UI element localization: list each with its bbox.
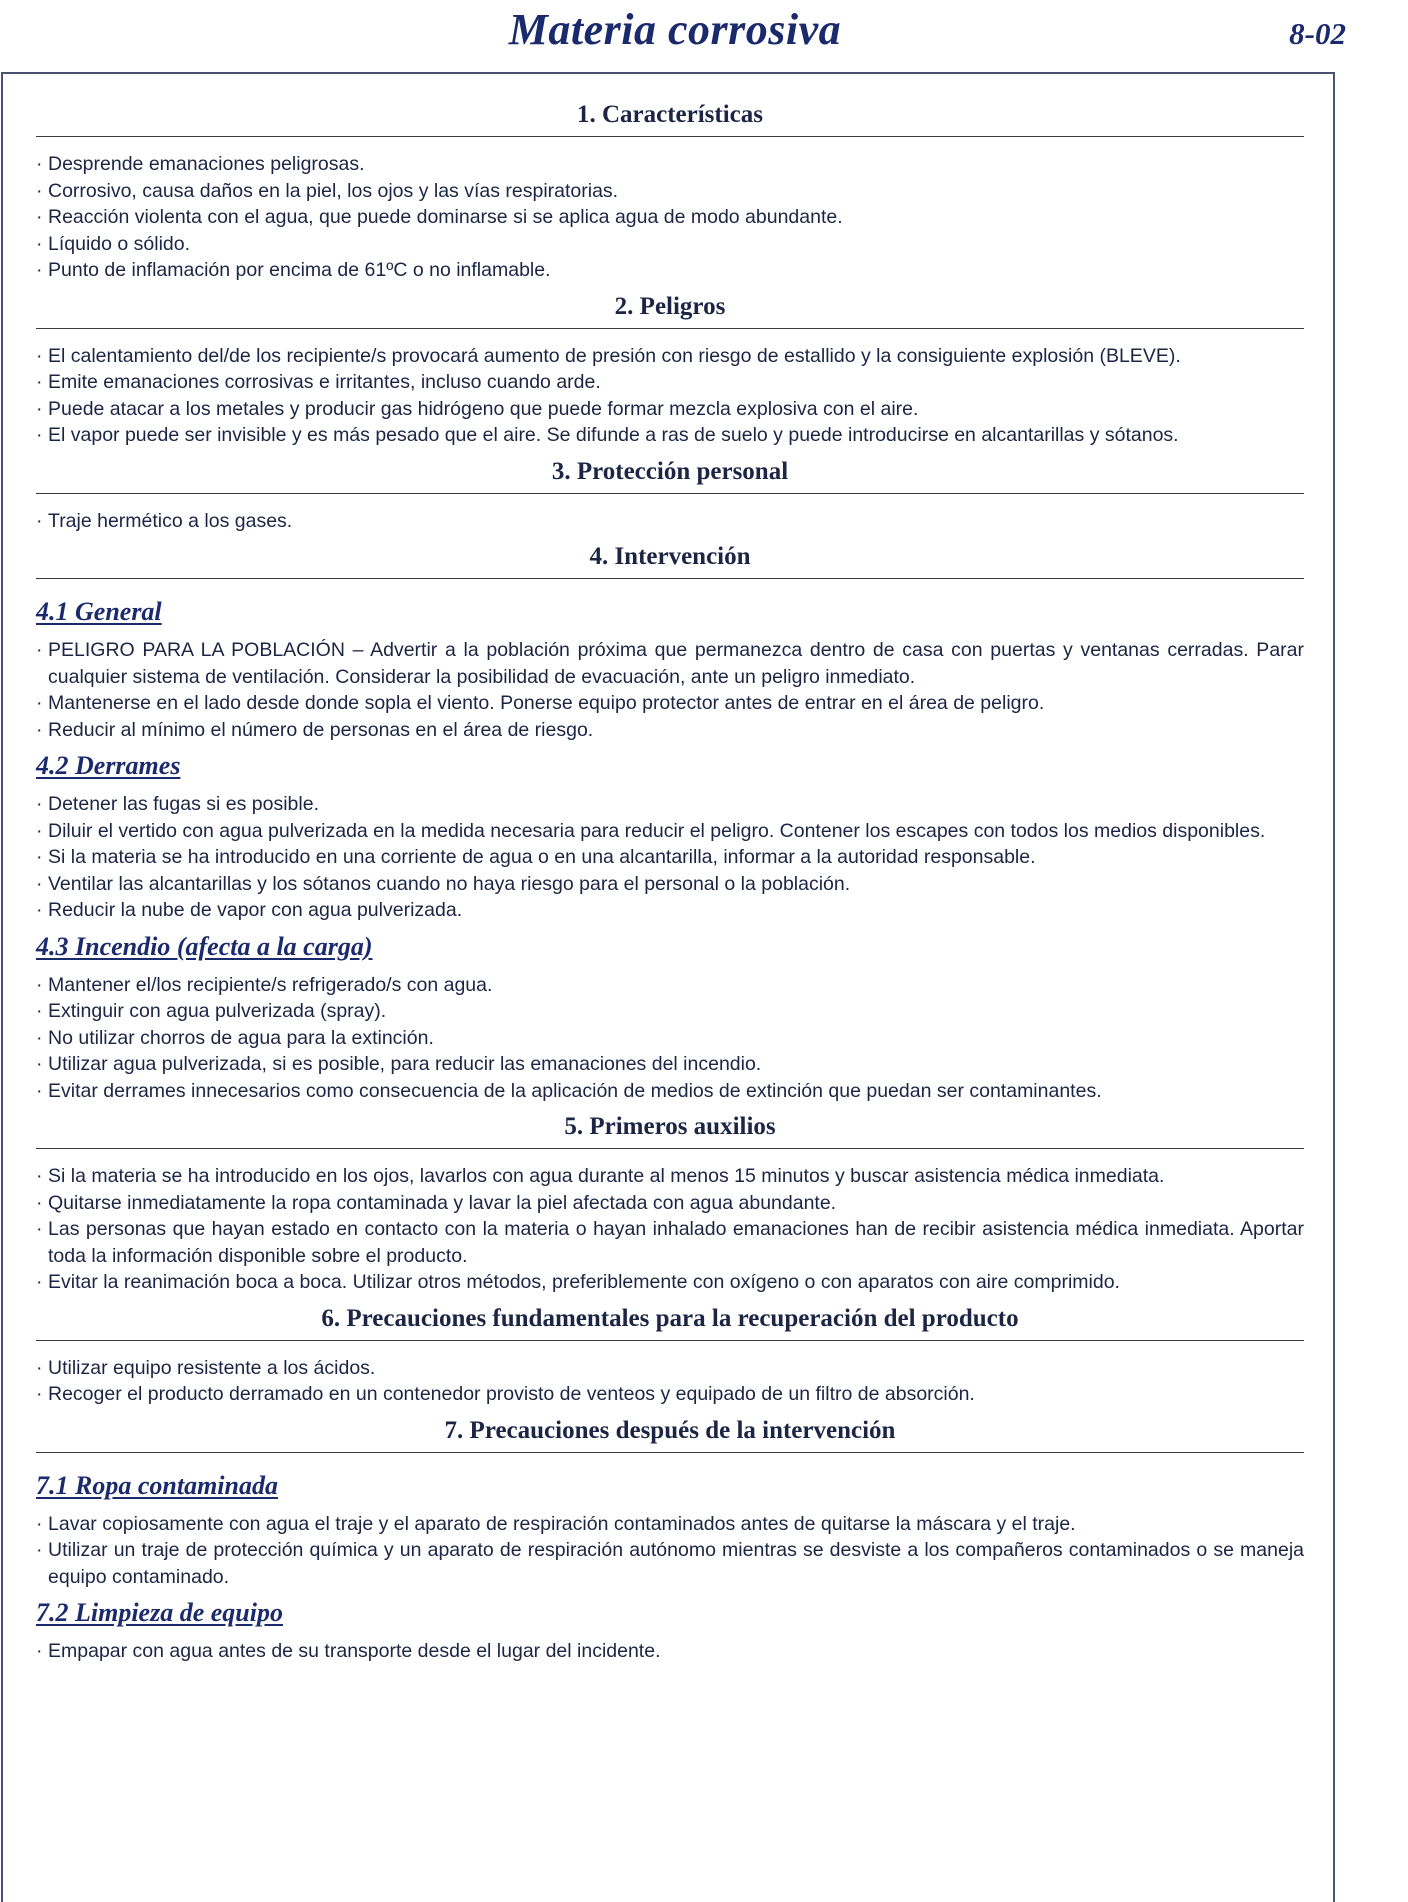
list-item: · Recoger el producto derramado en un contenedor provisto de venteos y equipado de un filtro de absorción. (36, 1381, 1304, 1408)
list-item: · Si la materia se ha introducido en los ojos, lavarlos con agua durante al menos 15 minutos y buscar asistencia médica inmediata. (36, 1163, 1304, 1190)
list-item: · Evitar derrames innecesarios como consecuencia de la aplicación de medios de extinción que puedan ser contaminantes. (36, 1078, 1304, 1105)
subsection-title-ropa-contaminada: 7.1 Ropa contaminada (36, 1470, 278, 1500)
section-title-primeros-auxilios: 5. Primeros auxilios (36, 1112, 1304, 1149)
list-item: · Reacción violenta con el agua, que puede dominarse si se aplica agua de modo abundante. (36, 204, 1304, 231)
list-item: · Corrosivo, causa daños en la piel, los ojos y las vías respiratorias. (36, 178, 1304, 205)
list-item: · No utilizar chorros de agua para la extinción. (36, 1025, 1304, 1052)
list-item: · Detener las fugas si es posible. (36, 791, 1304, 818)
list-item: · Si la materia se ha introducido en una corriente de agua o en una alcantarilla, informar a la autoridad responsable. (36, 844, 1304, 871)
subsection-title-derrames: 4.2 Derrames (36, 751, 181, 780)
list-item: · Diluir el vertido con agua pulverizada en la medida necesaria para reducir el peligro. Contener los escapes con todos los medios disponibles. (36, 818, 1304, 845)
list-general (36, 637, 1304, 743)
document-body (36, 100, 1304, 1665)
section-title-peligros: 2. Peligros (36, 292, 1304, 329)
section-title-proteccion-personal: 3. Protección personal (36, 457, 1304, 494)
list-item: · Líquido o sólido. (36, 231, 1304, 258)
list-item: · PELIGRO PARA LA POBLACIÓN – Advertir a la población próxima que permanezca dentro de casa con puertas y ventanas cerradas. Parar cualquier sistema de ventilación. Considerar la posibilidad de evacuación, ante un peligro inmediato. (36, 637, 1304, 690)
list-item: · Empapar con agua antes de su transporte desde el lugar del incidente. (36, 1638, 1304, 1665)
list-item: · Punto de inflamación por encima de 61ºC o no inflamable. (36, 257, 1304, 284)
list-item: · Puede atacar a los metales y producir gas hidrógeno que puede formar mezcla explosiva con el aire. (36, 396, 1304, 423)
list-item: · Utilizar un traje de protección química y un aparato de respiración autónomo mientras se desviste a los compañeros contaminados o se maneja equipo contaminado. (36, 1537, 1304, 1590)
list-item: · Utilizar agua pulverizada, si es posible, para reducir las emanaciones del incendio. (36, 1051, 1304, 1078)
section-title-intervencion: 4. Intervención (36, 542, 1304, 579)
list-precauciones-recuperacion (36, 1355, 1304, 1408)
list-derrames (36, 791, 1304, 924)
list-proteccion-personal (36, 508, 1304, 535)
list-item: · Emite emanaciones corrosivas e irritantes, incluso cuando arde. (36, 369, 1304, 396)
list-item: · Desprende emanaciones peligrosas. (36, 151, 1304, 178)
list-primeros-auxilios (36, 1163, 1304, 1296)
list-item: · Las personas que hayan estado en contacto con la materia o hayan inhalado emanaciones han de recibir asistencia médica inmediata. Aportar toda la información disponible sobre el producto. (36, 1216, 1304, 1269)
list-peligros (36, 343, 1304, 449)
list-item: · Ventilar las alcantarillas y los sótanos cuando no haya riesgo para el personal o la población. (36, 871, 1304, 898)
section-title-caracteristicas: 1. Características (36, 100, 1304, 137)
list-item: · Extinguir con agua pulverizada (spray). (36, 998, 1304, 1025)
page-code: 8-02 (1289, 16, 1346, 51)
subsection-title-incendio: 4.3 Incendio (afecta a la carga) (36, 931, 373, 961)
subsection-title-limpieza-equipo: 7.2 Limpieza de equipo (36, 1598, 283, 1627)
list-item: · Mantener el/los recipiente/s refrigerado/s con agua. (36, 972, 1304, 999)
list-item: · Evitar la reanimación boca a boca. Utilizar otros métodos, preferiblemente con oxígeno o con aparatos con aire comprimido. (36, 1269, 1304, 1296)
subsection-title-general: 4.1 General (36, 597, 162, 626)
list-item: · Lavar copiosamente con agua el traje y el aparato de respiración contaminados antes de quitarse la máscara y el traje. (36, 1511, 1304, 1538)
page-title: Materia corrosiva (508, 5, 842, 54)
list-item: · Utilizar equipo resistente a los ácidos. (36, 1355, 1304, 1382)
section-title-precauciones-despues: 7. Precauciones después de la intervención (36, 1416, 1304, 1453)
list-limpieza-equipo (36, 1638, 1304, 1665)
section-title-precauciones-recuperacion: 6. Precauciones fundamentales para la recuperación del producto (36, 1304, 1304, 1341)
list-item: · Quitarse inmediatamente la ropa contaminada y lavar la piel afectada con agua abundante. (36, 1190, 1304, 1217)
list-item: · Reducir al mínimo el número de personas en el área de riesgo. (36, 717, 1304, 744)
list-item: · El vapor puede ser invisible y es más pesado que el aire. Se difunde a ras de suelo y puede introducirse en alcantarillas y sótanos. (36, 422, 1304, 449)
list-ropa-contaminada (36, 1511, 1304, 1591)
list-caracteristicas (36, 151, 1304, 284)
list-incendio (36, 972, 1304, 1105)
list-item: · Mantenerse en el lado desde donde sopla el viento. Ponerse equipo protector antes de entrar en el área de peligro. (36, 690, 1304, 717)
list-item: · El calentamiento del/de los recipiente/s provocará aumento de presión con riesgo de estallido y la consiguiente explosión (BLEVE). (36, 343, 1304, 370)
list-item: · Reducir la nube de vapor con agua pulverizada. (36, 897, 1304, 924)
list-item: · Traje hermético a los gases. (36, 508, 1304, 535)
